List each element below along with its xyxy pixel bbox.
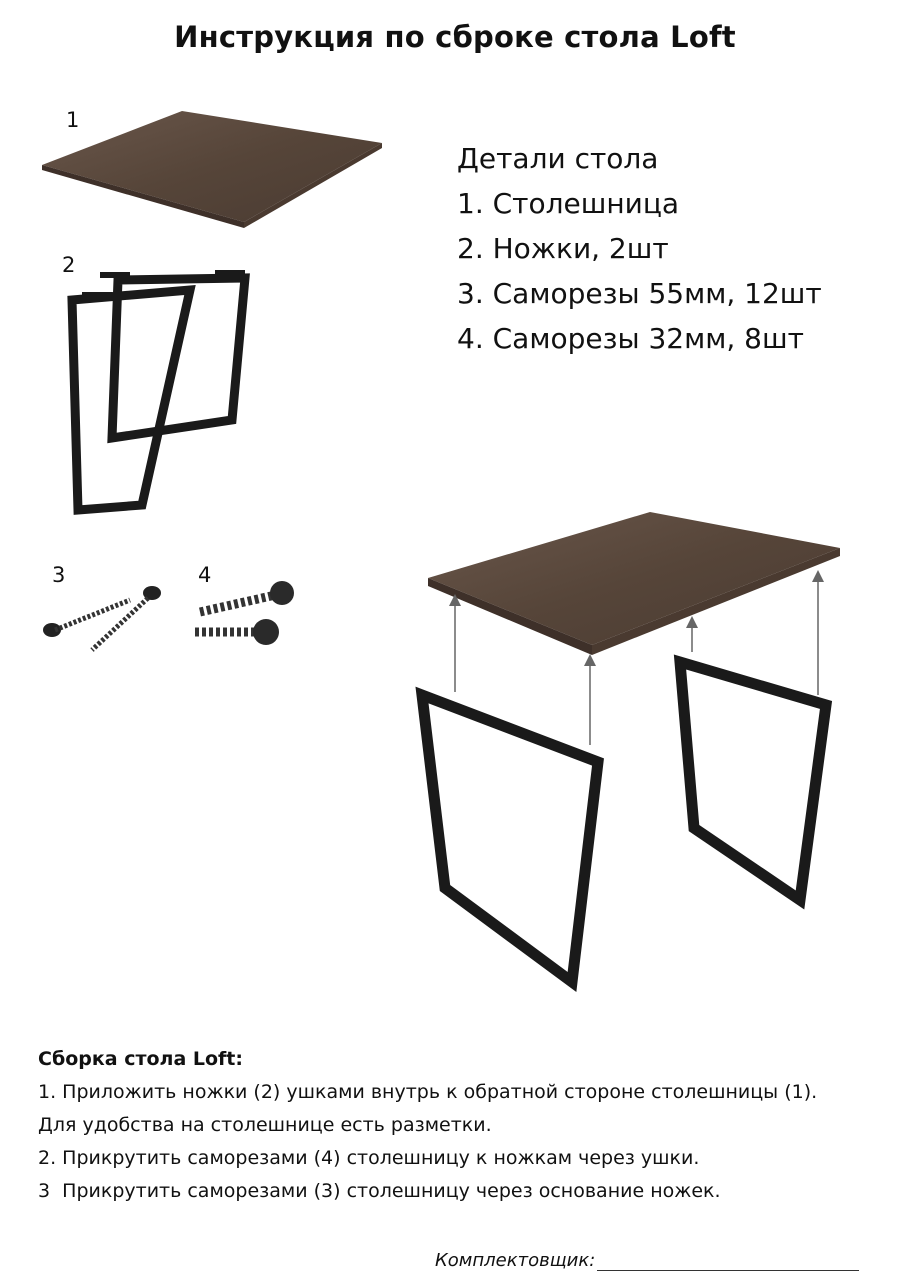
assembly-heading: Сборка стола Loft:	[38, 1048, 243, 1070]
legs-part-image	[72, 270, 245, 510]
figure-label-2: 2	[62, 253, 76, 277]
assembly-step: 1. Приложить ножки (2) ушками внутрь к обратной стороне столешницы (1).	[38, 1081, 818, 1103]
assembly-step: 2. Прикрутить саморезами (4) столешницу к ножкам через ушки.	[38, 1147, 700, 1169]
signature-field	[435, 1250, 859, 1271]
figure-label-1: 1	[66, 108, 80, 132]
signature-line	[597, 1252, 859, 1271]
assembly-diagram	[422, 512, 840, 982]
assembly-step: Для удобства на столешнице есть разметки.	[38, 1114, 492, 1136]
screws-55mm-image	[43, 586, 161, 650]
parts-item: 3. Саморезы 55мм, 12шт	[457, 277, 822, 310]
signature-label: Комплектовщик:	[435, 1250, 596, 1271]
parts-item: 1. Столешница	[457, 187, 680, 220]
screws-32mm-image	[195, 581, 294, 645]
tabletop-part-image	[42, 111, 382, 228]
page-title: Инструкция по сброке стола Loft	[174, 20, 736, 54]
assembly-instructions	[38, 1043, 817, 1208]
figure-label-3: 3	[52, 563, 66, 587]
assembly-step: 3 Прикрутить саморезами (3) столешницу через основание ножек.	[38, 1180, 721, 1202]
parts-list	[457, 136, 822, 361]
parts-heading: Детали стола	[457, 142, 659, 175]
parts-item: 4. Саморезы 32мм, 8шт	[457, 322, 804, 355]
parts-item: 2. Ножки, 2шт	[457, 232, 669, 265]
figure-label-4: 4	[198, 563, 212, 587]
